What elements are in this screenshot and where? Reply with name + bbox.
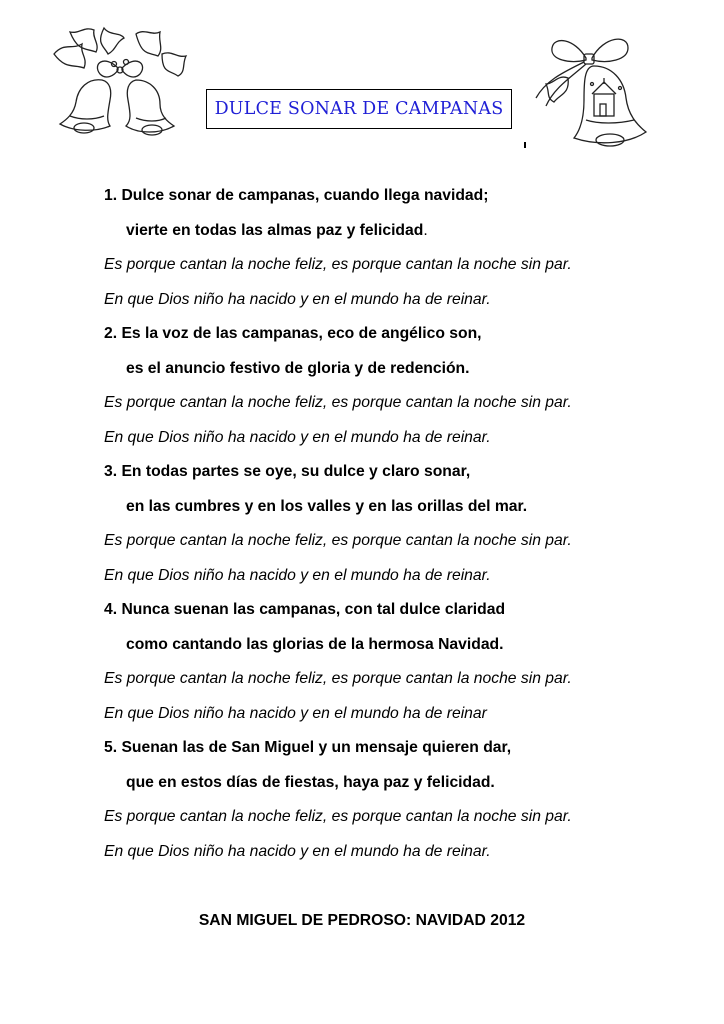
stanza-1-verse-2: [104, 217, 704, 252]
stanza-1-verse-2-text: vierte en todas las almas paz y felicidad: [126, 221, 424, 239]
stanza-1-verse-1: 1. Dulce sonar de campanas, cuando llega navidad;: [104, 187, 489, 204]
stanza-4-chorus-1: Es porque cantan la noche feliz, es porque cantan la noche sin par.: [104, 670, 572, 687]
stanza-3-chorus-2: En que Dios niño ha nacido y en el mundo ha de reinar.: [104, 566, 491, 584]
stanza-3-verse-1: 3. En todas partes se oye, su dulce y claro sonar,: [104, 463, 471, 480]
stanza-2-verse-2: es el anuncio festivo de gloria y de redención.: [126, 359, 470, 377]
stanza-2-chorus-1: Es porque cantan la noche feliz, es porque cantan la noche sin par.: [104, 394, 572, 411]
christmas-bell-icon: [524, 28, 658, 152]
stanza-4-chorus-2: En que Dios niño ha nacido y en el mundo ha de reinar: [104, 704, 487, 722]
stanza-4-verse-1: 4. Nunca suenan las campanas, con tal dulce claridad: [104, 601, 506, 618]
christmas-bells-icon: [44, 24, 194, 144]
stanza-5-verse-2: que en estos días de fiestas, haya paz y felicidad.: [126, 773, 495, 791]
stanza-3-chorus-1: Es porque cantan la noche feliz, es porque cantan la noche sin par.: [104, 532, 572, 549]
stanza-2-verse-1: 2. Es la voz de las campanas, eco de angélico son,: [104, 325, 482, 342]
page-title: DULCE SONAR DE CAMPANAS: [214, 99, 504, 119]
stanza-1-chorus-2: En que Dios niño ha nacido y en el mundo ha de reinar.: [104, 290, 491, 308]
stanza-5-chorus-2: En que Dios niño ha nacido y en el mundo ha de reinar.: [104, 842, 491, 860]
footer-signature: SAN MIGUEL DE PEDROSO: NAVIDAD 2012: [198, 912, 526, 929]
title-box: [206, 89, 512, 129]
lyrics: [104, 182, 704, 872]
stanza-3-verse-2: en las cumbres y en los valles y en las orillas del mar.: [126, 497, 528, 515]
stray-mark: [524, 142, 526, 148]
stanza-5-verse-1: 5. Suenan las de San Miguel y un mensaje quieren dar,: [104, 739, 512, 756]
stanza-1-verse-2-period: .: [423, 221, 428, 239]
stanza-4-verse-2: como cantando las glorias de la hermosa Navidad.: [126, 635, 504, 653]
stanza-5-chorus-1: Es porque cantan la noche feliz, es porque cantan la noche sin par.: [104, 808, 572, 825]
stanza-1-chorus-1: Es porque cantan la noche feliz, es porque cantan la noche sin par.: [104, 256, 572, 273]
stanza-2-chorus-2: En que Dios niño ha nacido y en el mundo ha de reinar.: [104, 428, 491, 446]
